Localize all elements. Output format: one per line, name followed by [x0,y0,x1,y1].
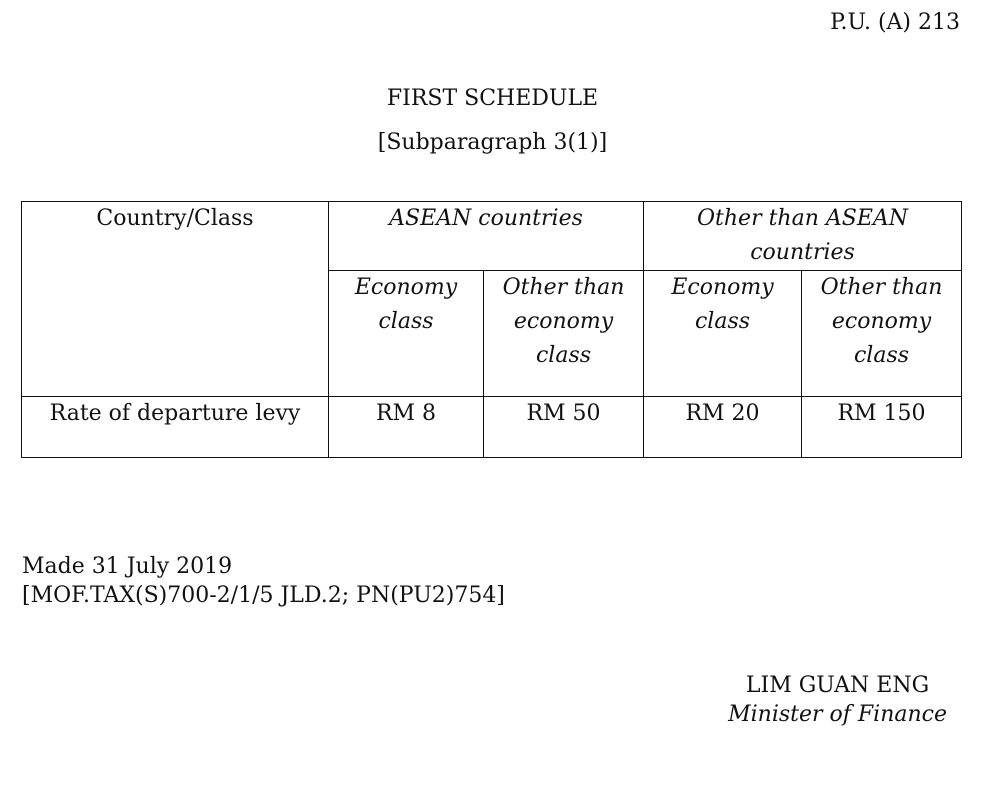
asean-economy-header: Economy class [329,271,484,397]
made-block [22,552,505,610]
rate-asean-other: RM 50 [484,397,644,458]
non-asean-economy-header: Economy class [644,271,802,397]
asean-other-than-economy-header: Other than economy class [484,271,644,397]
schedule-title: FIRST SCHEDULE [386,86,599,111]
asean-countries-header: ASEAN countries [329,202,644,271]
table-row [22,397,962,458]
departure-levy-table [21,201,962,458]
rate-non-asean-economy: RM 20 [644,397,802,458]
document-reference: P.U. (A) 213 [830,10,960,35]
row-label: Rate of departure levy [22,397,329,458]
signature-block [728,671,947,729]
non-asean-other-than-economy-header: Other than economy class [802,271,962,397]
country-class-header: Country/Class [22,202,329,397]
made-date: Made 31 July 2019 [22,554,233,579]
schedule-subtitle: [Subparagraph 3(1)] [377,130,608,155]
non-asean-countries-header: Other than ASEAN countries [644,202,962,271]
rate-asean-economy: RM 8 [329,397,484,458]
signatory-name: LIM GUAN ENG [745,673,930,698]
signatory-title: Minister of Finance [728,702,947,727]
rate-non-asean-other: RM 150 [802,397,962,458]
file-reference: [MOF.TAX(S)700-2/1/5 JLD.2; PN(PU2)754] [22,583,505,608]
table-header-row [22,202,962,271]
